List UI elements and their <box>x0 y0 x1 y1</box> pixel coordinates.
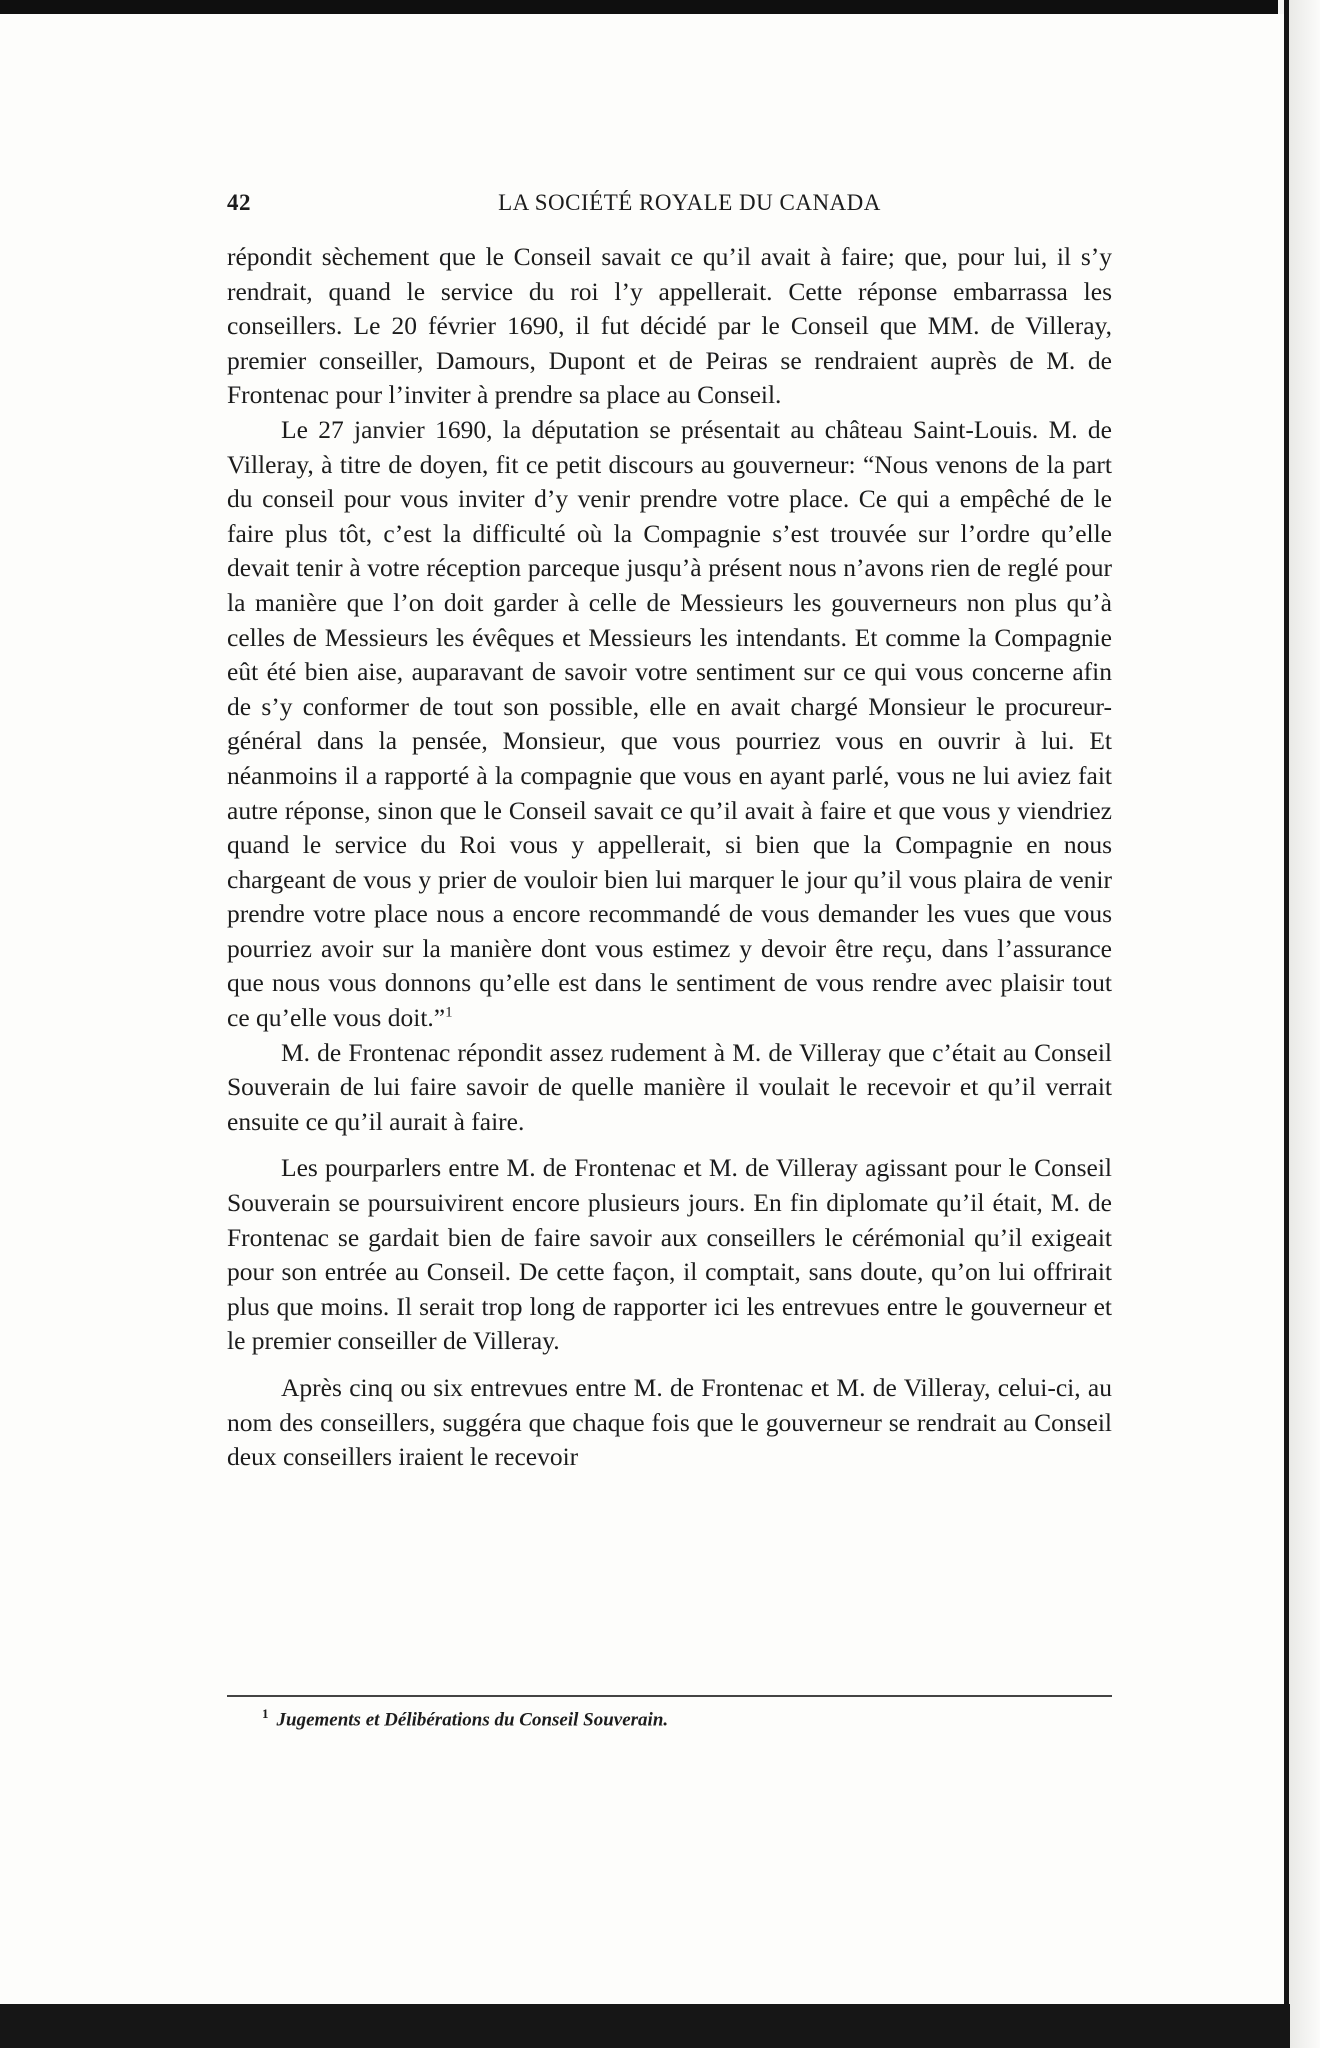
running-title: LA SOCIÉTÉ ROYALE DU CANADA <box>498 190 881 215</box>
footnote-number: 1 <box>262 1706 269 1721</box>
scan-top-border <box>0 0 1290 14</box>
scan-bottom-border <box>0 2004 1290 2048</box>
paragraph: répondit sèchement que le Conseil savait ce qu’il avait à faire; que, pour lui, il s’y rendrait, quand le service du roi l’y appellerait. Cette réponse embarrassa les conseillers. Le 20 février 1690, il fut décidé par le Conseil que MM. de Villeray, premier conseiller, Damours, Dupont et de Peiras se rendraient auprès de M. de Frontenac pour l’inviter à prendre sa place au Conseil. <box>227 242 1112 410</box>
paragraph: Après cinq ou six entrevues entre M. de Frontenac et M. de Villeray, celui-ci, au nom des conseillers, suggéra que chaque fois que le gouverneur se rendrait au Conseil deux conseillers iraient le recevoir <box>227 1373 1112 1472</box>
body-text <box>227 240 1112 1475</box>
paragraph: Les pourparlers entre M. de Frontenac et M. de Villeray agissant pour le Conseil Souverain se poursuivirent encore plusieurs jours. En fin diplomate qu’il était, M. de Frontenac se gardait bien de faire savoir aux conseillers le cérémonial qu’il exigeait pour son entrée au Conseil. De cette façon, il comptait, sans doute, qu’on lui offrirait plus que moins. Il serait trop long de rapporter ici les entrevues entre le gouverneur et le premier conseiller de Villeray. <box>227 1153 1112 1356</box>
page-number: 42 <box>227 190 251 215</box>
footnote-text: Jugements et Délibérations du Conseil Souverain. <box>276 1709 669 1731</box>
footnote-divider <box>227 1695 1112 1697</box>
paragraph: M. de Frontenac répondit assez rudement à M. de Villeray que c’était au Conseil Souverain de lui faire savoir de quelle manière il voulait le recevoir et qu’il verrait ensuite ce qu’il aurait à faire. <box>227 1037 1112 1136</box>
paragraph-text: Le 27 janvier 1690, la députation se présentait au château Saint-Louis. M. de Villeray, à titre de doyen, fit ce petit discours au gouverneur: “Nous venons de la part du conseil pour vous inviter d’y venir prendre votre place. Ce qui a empêché de le faire plus tôt, c’est la difficulté où la Compagnie s’est trouvée sur l’ordre qu’elle devait tenir à votre réception parceque jusqu’à présent nous n’avons rien de reglé pour la manière que l’on doit garder à celle de Messieurs les gouverneurs non plus qu’à celles de Messieurs les évêques et Messieurs les intendants. Et comme la Compagnie eût été bien aise, auparavant de savoir votre sentiment sur ce qui vous concerne afin de s’y conformer de tout son possible, elle en avait chargé Monsieur le procureur-général dans la pensée, Monsieur, que vous pourriez vous en ouvrir à lui. Et néanmoins il a rapporté à la compagnie que vous en ayant parlé, vous ne lui aviez fait autre réponse, sinon que le Conseil savait ce qu’il avait à faire et que vous y viendriez quand le service du Roi vous y appellerait, si bien que la Compagnie en nous chargeant de vous y prier de vouloir bien lui marquer le jour qu’il vous plaira de venir prendre votre place nous a encore recommandé de vous demander les vues que vous pourriez avoir sur la manière dont vous estimez y devoir être reçu, dans l’assurance que nous vous donnons qu’elle est dans le sentiment de vous rendre avec plaisir tout ce qu’elle vous doit.” <box>227 414 1112 1033</box>
paragraph-quote <box>227 413 1112 1036</box>
scan-right-edge <box>1284 0 1289 2048</box>
scan-right-shadow <box>1289 0 1320 2048</box>
footnote <box>262 1706 668 1731</box>
footnote-reference: 1 <box>445 1004 453 1021</box>
running-head <box>227 190 1112 220</box>
